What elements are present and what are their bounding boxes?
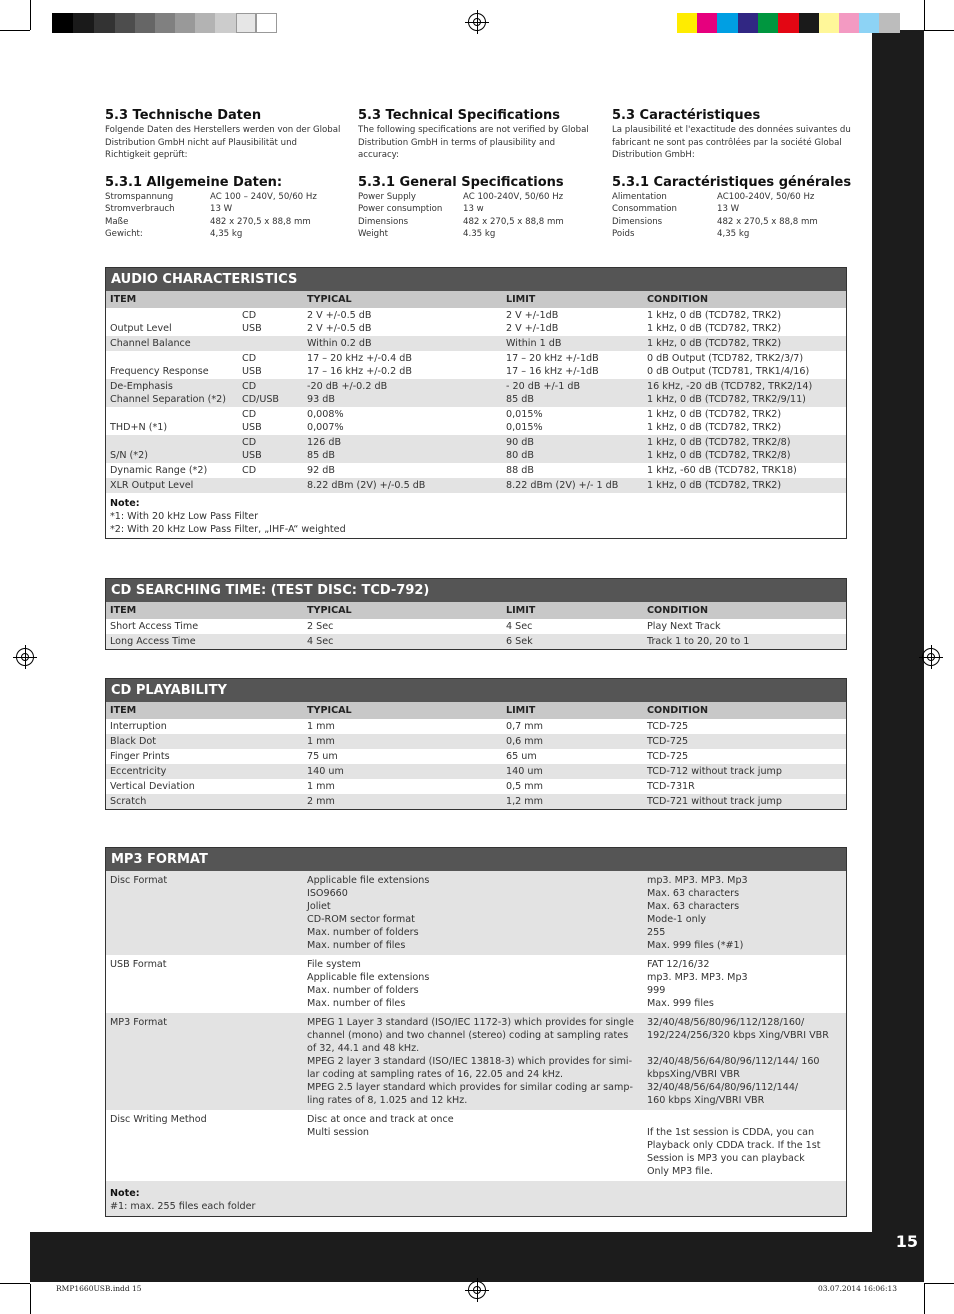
cell-line: 999	[647, 985, 666, 996]
subsection-title: 5.3.1 Allgemeine Daten:	[105, 174, 283, 190]
registration-mark-icon	[468, 13, 486, 31]
cell-line: Max. number of folders	[307, 927, 419, 938]
slug-date: 03.07.2014 16:06:13	[818, 1284, 898, 1293]
section-intro: Folgende Daten des Herstellers werden von der Global Distribution GmbH nicht auf Plausibilität und Richtigkeit geprüft:	[105, 125, 341, 160]
table-cell	[303, 871, 643, 955]
spec-value: 13 W	[210, 204, 233, 214]
table-cell	[238, 351, 303, 379]
cell-line: 1 kHz, 0 dB (TCD782, TRK2/8)	[647, 437, 791, 448]
cell-line: Session is MP3 you can playback	[647, 1153, 805, 1164]
cell-line: Applicable file extensions	[307, 875, 430, 886]
table-cell: 2 Sec	[307, 621, 334, 632]
cell-line: If the 1st session is CDDA, you can	[647, 1127, 815, 1138]
table-cell	[502, 407, 643, 435]
table-cell	[502, 435, 643, 463]
table-cell	[502, 379, 643, 407]
spec-value: 4,35 kg	[210, 229, 243, 239]
table-cell	[643, 1110, 846, 1181]
cell-line: 32/40/48/56/80/96/112/128/160/	[647, 1017, 805, 1028]
table-cell: TCD-721 without track jump	[643, 794, 846, 809]
table-cell	[238, 407, 303, 435]
spec-value: 482 x 270,5 x 88,8 mm	[717, 216, 818, 227]
cell-line: Max. number of folders	[307, 985, 419, 996]
cell-line: 8.22 dBm (2V) +/- 1 dB	[506, 480, 619, 491]
table-cell: Vertical Deviation	[110, 781, 195, 792]
table-cell: TCD-731R	[647, 781, 695, 792]
table-cell: 140 um	[303, 764, 502, 779]
cell-line: Max. 999 files (*#1)	[647, 940, 744, 951]
spec-value: AC100-240V, 50/60 Hz	[717, 191, 815, 202]
table-cell: 1,2 mm	[502, 794, 643, 809]
spec-value: 4,35 kg	[717, 229, 750, 239]
table-cell: 75 um	[307, 751, 338, 762]
section-title: 5.3 Technical Specifications	[358, 108, 561, 123]
spec-value: 4.35 kg	[463, 229, 496, 239]
table-cell	[502, 463, 643, 478]
registration-mark-icon	[922, 648, 940, 666]
table-note	[106, 1181, 846, 1216]
table-cell	[238, 379, 303, 407]
table-title: AUDIO CHARACTERISTICS	[106, 268, 846, 291]
cell-line: 1 kHz, 0 dB (TCD782, TRK2/9/11)	[647, 394, 806, 405]
column-header	[238, 291, 303, 308]
cell-line: MPEG 2.5 layer standard which provides for similar coding ar samp-	[307, 1082, 633, 1093]
table-cell	[303, 336, 502, 351]
table-cell	[303, 407, 502, 435]
column-header: CONDITION	[643, 291, 846, 308]
cell-line: USB Format	[110, 959, 167, 970]
cell-line: lar coding at sampling rates of 16, 22.05 and 24 kHz.	[307, 1069, 564, 1080]
spec-label: Power consumption	[358, 204, 443, 214]
cell-line: -20 dB +/-0.2 dB	[307, 381, 388, 392]
column-header: CONDITION	[643, 702, 846, 719]
table-cell: 140 um	[502, 764, 643, 779]
section-title: 5.3 Technische Daten	[105, 108, 262, 123]
spec-label: Stromverbrauch	[105, 204, 175, 214]
spec-label: Alimentation	[612, 191, 667, 202]
cell-line: 192/224/256/320 kbps Xing/VBRI VBR	[647, 1030, 829, 1041]
table-cell	[643, 955, 846, 1013]
cell-line: Channel Separation (*2)	[110, 394, 227, 405]
cell-line: 32/40/48/56/64/80/96/112/144/ 160	[647, 1056, 820, 1067]
cd-searching-time-table	[105, 578, 847, 650]
cell-line: Max. 63 characters	[647, 888, 740, 899]
cell-line: 0,015%	[506, 409, 543, 420]
cell-line: 2 V +/-1dB	[506, 323, 559, 334]
subsection-title: 5.3.1 General Specifications	[358, 174, 564, 190]
cell-line: 255	[647, 927, 666, 938]
cell-line: 0,007%	[307, 422, 344, 433]
cell-line: 85 dB	[506, 394, 534, 405]
table-cell: 1 mm	[307, 781, 335, 792]
cell-line: THD+N (*1)	[110, 422, 168, 433]
cell-line: 0 dB Output (TCD782, TRK2/3/7)	[647, 353, 804, 364]
crop-mark	[924, 1283, 954, 1284]
cell-line	[307, 1139, 639, 1152]
cell-line: ISO9660	[307, 888, 348, 899]
spec-value: 482 x 270,5 x 88,8 mm	[463, 216, 564, 227]
cell-line: 93 dB	[307, 394, 335, 405]
cell-line: 1 kHz, 0 dB (TCD782, TRK2)	[647, 323, 782, 334]
cell-line: Max. number of files	[307, 998, 406, 1009]
section-intro: La plausibilité et l'exactitude des données suivantes du fabricant ne sont pas contrôlées par la société Global Distribution GmbH:	[612, 125, 851, 160]
table-cell: TCD-725	[647, 751, 689, 762]
cell-line: - 20 dB +/-1 dB	[506, 381, 581, 392]
cell-line: USB	[242, 323, 262, 334]
table-cell	[238, 478, 303, 493]
cell-line: ling rates of 8, 1.025 and 12 kHz.	[307, 1095, 468, 1106]
cell-line: 0 dB Output (TCD781, TRK1/4/16)	[647, 366, 810, 377]
cell-line: 1 kHz, -60 dB (TCD782, TRK18)	[647, 465, 797, 476]
cell-line: 92 dB	[307, 465, 335, 476]
spec-label: Consommation	[612, 204, 677, 214]
spec-row	[612, 203, 852, 216]
table-cell	[238, 336, 303, 351]
table-title: CD SEARCHING TIME: (TEST DISC: TCD-792)	[106, 579, 846, 602]
table-cell	[303, 955, 643, 1013]
cd-playability-table	[105, 678, 847, 810]
spec-row	[612, 228, 852, 241]
spec-label: Poids	[612, 229, 635, 239]
table-cell	[238, 435, 303, 463]
cell-line: 32/40/48/56/64/80/96/112/144/	[647, 1082, 799, 1093]
table-cell: Eccentricity	[106, 764, 303, 779]
table-cell: 0,6 mm	[502, 734, 643, 749]
crop-mark	[30, 0, 31, 30]
table-cell	[238, 463, 303, 478]
cell-line: CD	[242, 353, 257, 364]
cell-line: USB	[242, 422, 262, 433]
cell-line: S/N (*2)	[110, 450, 148, 461]
cell-line: MP3 Format	[110, 1017, 168, 1028]
column-header: CONDITION	[643, 602, 846, 619]
table-cell: 0,7 mm	[506, 721, 543, 732]
table-cell	[106, 379, 238, 407]
section-intro: The following specifications are not verified by Global Distribution GmbH in terms of plausibility and accuracy:	[358, 125, 589, 160]
cell-line: 0,015%	[506, 422, 543, 433]
table-cell: 1 mm	[307, 721, 335, 732]
cell-line: File system	[307, 959, 361, 970]
table-cell: Short Access Time	[110, 621, 199, 632]
table-cell	[502, 308, 643, 336]
table-cell	[643, 871, 846, 955]
table-cell	[106, 463, 238, 478]
cell-line: 0,008%	[307, 409, 344, 420]
column-header: TYPICAL	[303, 702, 502, 719]
cell-line: 17 – 16 kHz +/-1dB	[506, 366, 599, 377]
table-note	[106, 493, 846, 538]
table-cell	[303, 435, 502, 463]
cell-line: kbpsXing/VBRI VBR	[647, 1069, 740, 1080]
table-cell	[106, 351, 238, 379]
table-cell	[303, 379, 502, 407]
table-cell: 4 Sec	[303, 634, 502, 649]
table-cell	[502, 478, 643, 493]
spec-row	[612, 216, 852, 229]
table-cell	[106, 1013, 303, 1110]
table-cell	[106, 336, 238, 351]
table-cell	[106, 1110, 303, 1181]
cell-line: 16 kHz, -20 dB (TCD782, TRK2/14)	[647, 381, 813, 392]
note-label: Note:	[110, 498, 140, 509]
cell-line: 160 kbps Xing/VBRI VBR	[647, 1095, 765, 1106]
spec-label: Dimensions	[358, 216, 409, 227]
table-cell	[643, 308, 846, 336]
cell-line: Channel Balance	[110, 338, 191, 349]
column-header: TYPICAL	[303, 602, 502, 619]
page-side-bar	[872, 30, 924, 1280]
cell-line	[307, 1152, 639, 1165]
cell-line: 2 V +/-1dB	[506, 310, 559, 321]
cell-line: 17 – 20 kHz +/-0.4 dB	[307, 353, 412, 364]
table-cell	[643, 379, 846, 407]
table-cell	[643, 1013, 846, 1110]
table-cell	[106, 478, 238, 493]
table-cell	[643, 407, 846, 435]
column-header: ITEM	[106, 291, 238, 308]
spec-label: Weight	[358, 229, 388, 239]
cell-line: 17 – 20 kHz +/-1dB	[506, 353, 599, 364]
cell-line: Joliet	[307, 901, 331, 912]
page-footer-bar	[30, 1232, 924, 1282]
cell-line: FAT 12/16/32	[647, 959, 710, 970]
note-line: *1: With 20 kHz Low Pass Filter	[110, 511, 259, 522]
cell-line: CD	[242, 310, 257, 321]
spec-row	[358, 216, 598, 229]
table-cell	[303, 1110, 643, 1181]
cell-line: 1 kHz, 0 dB (TCD782, TRK2)	[647, 310, 782, 321]
spec-value: 482 x 270,5 x 88,8 mm	[210, 216, 311, 227]
cell-line: 8.22 dBm (2V) +/-0.5 dB	[307, 480, 426, 491]
cell-line: Only MP3 file.	[647, 1166, 713, 1177]
cell-line: Playback only CDDA track. If the 1st	[647, 1140, 821, 1151]
column-header: LIMIT	[502, 702, 643, 719]
table-cell	[643, 463, 846, 478]
cell-line: Max. 63 characters	[647, 901, 740, 912]
crop-mark	[0, 30, 30, 31]
table-cell: Finger Prints	[110, 751, 170, 762]
spec-row	[358, 228, 598, 241]
note-line: *2: With 20 kHz Low Pass Filter, „IHF-A“ weighted	[110, 524, 346, 535]
cell-line: CD	[242, 381, 257, 392]
slug-file: RMP1660USB.indd 15	[56, 1284, 142, 1293]
spec-value: 13 w	[463, 204, 484, 214]
cell-line: 1 kHz, 0 dB (TCD782, TRK2)	[647, 338, 782, 349]
table-cell: Track 1 to 20, 20 to 1	[643, 634, 846, 649]
cell-line: 1 kHz, 0 dB (TCD782, TRK2/8)	[647, 450, 791, 461]
cell-line: MPEG 1 Layer 3 standard (ISO/IEC 1172-3) which provides for single	[307, 1017, 634, 1028]
cell-line: Max. 999 files	[647, 998, 714, 1009]
subsection-title: 5.3.1 Caractéristiques générales	[612, 174, 852, 190]
cell-line: 88 dB	[506, 465, 534, 476]
cell-line: channel (mono) and two channel (stereo) coding at sampling rates	[307, 1030, 629, 1041]
spec-row	[105, 191, 345, 204]
table-cell	[106, 407, 238, 435]
cell-line: CD	[242, 409, 257, 420]
cell-line: 2 V +/-0.5 dB	[307, 323, 372, 334]
cell-line: Disc Writing Method	[110, 1114, 207, 1125]
table-cell	[502, 336, 643, 351]
table-cell: Play Next Track	[647, 621, 721, 632]
cell-line	[307, 1165, 639, 1178]
table-cell	[106, 435, 238, 463]
table-cell	[643, 336, 846, 351]
cell-line: Disc at once and track at once	[307, 1114, 454, 1125]
table-cell: Scratch	[106, 794, 303, 809]
table-cell	[643, 478, 846, 493]
cell-line: CD	[242, 437, 257, 448]
note-line: #1: max. 255 files each folder	[110, 1201, 256, 1212]
cell-line: 17 – 16 kHz +/-0.2 dB	[307, 366, 412, 377]
column-header: ITEM	[106, 702, 303, 719]
cell-line: De-Emphasis	[110, 381, 173, 392]
cell-line: 1 kHz, 0 dB (TCD782, TRK2)	[647, 480, 782, 491]
spec-label: Maße	[105, 216, 129, 227]
table-title: MP3 FORMAT	[106, 848, 846, 871]
table-cell: 6 Sek	[502, 634, 643, 649]
spec-column	[612, 107, 852, 241]
column-header: LIMIT	[502, 602, 643, 619]
table-cell	[303, 463, 502, 478]
cell-line: of 32, 44.1 and 48 kHz.	[307, 1043, 420, 1054]
spec-row	[105, 203, 345, 216]
cell-line	[647, 1113, 842, 1126]
crop-mark	[30, 1284, 31, 1314]
table-cell	[106, 308, 238, 336]
table-cell	[238, 308, 303, 336]
column-header: TYPICAL	[303, 291, 502, 308]
cell-line: Output Level	[110, 323, 172, 334]
cell-line: mp3. MP3. MP3. Mp3	[647, 972, 748, 983]
page-number: 15	[895, 1232, 918, 1251]
note-label: Note:	[110, 1188, 140, 1199]
crop-mark	[924, 30, 954, 31]
table-cell: 0,5 mm	[506, 781, 543, 792]
crop-mark	[924, 1284, 925, 1314]
cell-line: 90 dB	[506, 437, 534, 448]
table-cell	[106, 871, 303, 955]
spec-value: 13 W	[717, 204, 740, 214]
section-title: 5.3 Caractéristiques	[612, 108, 761, 123]
spec-row	[105, 228, 345, 241]
cell-line	[647, 1042, 842, 1055]
cell-line: mp3. MP3. MP3. Mp3	[647, 875, 748, 886]
spec-label: Stromspannung	[105, 191, 174, 202]
cell-line: Applicable file extensions	[307, 972, 430, 983]
mp3-format-table	[105, 847, 847, 1217]
cell-line: USB	[242, 450, 262, 461]
table-cell: Long Access Time	[106, 634, 303, 649]
cell-line: 80 dB	[506, 450, 534, 461]
column-header: LIMIT	[502, 291, 643, 308]
table-cell	[106, 955, 303, 1013]
crop-mark	[0, 1283, 30, 1284]
cell-line: MPEG 2 layer 3 standard (ISO/IEC 13818-3) which provides for simi-	[307, 1056, 633, 1067]
table-cell	[303, 478, 502, 493]
table-cell: 2 mm	[303, 794, 502, 809]
cell-line: Within 0.2 dB	[307, 338, 372, 349]
table-cell	[643, 435, 846, 463]
table-cell	[303, 1013, 643, 1110]
spec-row	[358, 203, 598, 216]
cell-line: Within 1 dB	[506, 338, 562, 349]
cell-line: Multi session	[307, 1127, 370, 1138]
table-cell: 1 mm	[303, 734, 502, 749]
spec-row	[105, 216, 345, 229]
spec-value: AC 100 – 240V, 50/60 Hz	[210, 191, 317, 202]
cell-line: 126 dB	[307, 437, 342, 448]
spec-label: Power Supply	[358, 191, 416, 202]
table-cell	[303, 351, 502, 379]
spec-label: Dimensions	[612, 216, 663, 227]
table-cell	[643, 351, 846, 379]
table-cell: Interruption	[110, 721, 167, 732]
spec-column	[358, 107, 598, 241]
table-cell	[303, 308, 502, 336]
cell-line: Frequency Response	[110, 366, 209, 377]
cell-line: Disc Format	[110, 875, 168, 886]
table-cell: TCD-725	[647, 721, 689, 732]
table-cell: TCD-712 without track jump	[643, 764, 846, 779]
registration-mark-icon	[468, 1281, 486, 1299]
crop-mark	[924, 0, 925, 30]
spec-column	[105, 107, 345, 241]
cell-line: 85 dB	[307, 450, 335, 461]
table-cell: TCD-725	[643, 734, 846, 749]
spec-row	[612, 191, 852, 204]
audio-characteristics-table	[105, 267, 847, 539]
table-cell	[502, 351, 643, 379]
spec-label: Gewicht:	[105, 229, 143, 239]
cell-line: CD	[242, 465, 257, 476]
table-cell: Black Dot	[106, 734, 303, 749]
cell-line: Max. number of files	[307, 940, 406, 951]
spec-row	[358, 191, 598, 204]
spec-value: AC 100-240V, 50/60 Hz	[463, 191, 564, 202]
cell-line: CD-ROM sector format	[307, 914, 415, 925]
cell-line: 1 kHz, 0 dB (TCD782, TRK2)	[647, 422, 782, 433]
cell-line: Dynamic Range (*2)	[110, 465, 208, 476]
registration-mark-icon	[16, 648, 34, 666]
cell-line: Mode-1 only	[647, 914, 707, 925]
cell-line: 2 V +/-0.5 dB	[307, 310, 372, 321]
cell-line: CD/USB	[242, 394, 280, 405]
table-title: CD PLAYABILITY	[106, 679, 846, 702]
cell-line: 1 kHz, 0 dB (TCD782, TRK2)	[647, 409, 782, 420]
cell-line: USB	[242, 366, 262, 377]
column-header: ITEM	[106, 602, 303, 619]
table-cell: 65 um	[506, 751, 537, 762]
table-cell: 4 Sec	[506, 621, 533, 632]
cell-line: XLR Output Level	[110, 480, 194, 491]
